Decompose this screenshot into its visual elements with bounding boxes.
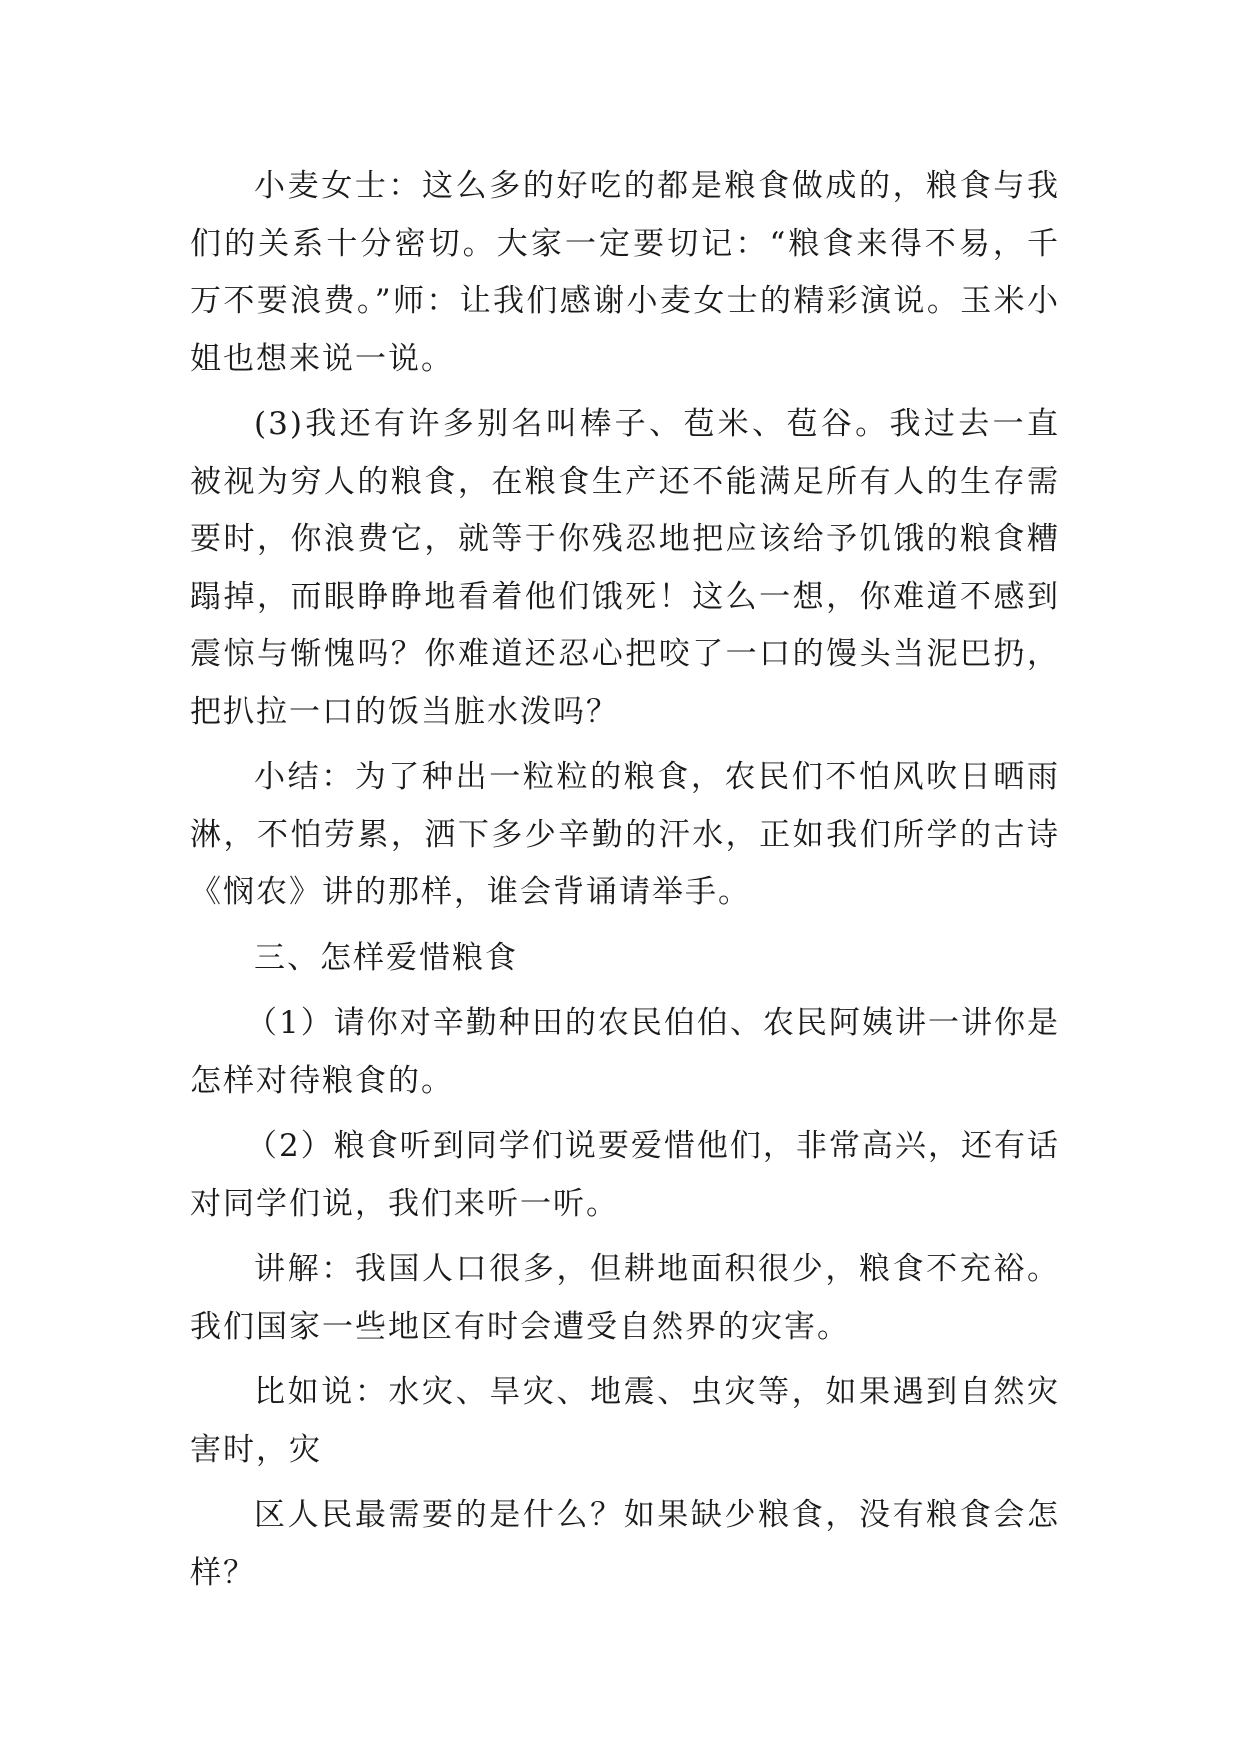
- paragraph-disasters: 比如说：水灾、旱灾、地震、虫灾等，如果遇到自然灾害时，灾: [190, 1374, 1060, 1468]
- paragraph-item-1: （1）请你对辛勤种田的农民伯伯、农民阿姨讲一讲你是怎样对待粮食的。: [190, 1005, 1060, 1099]
- paragraph-item-2: （2）粮食听到同学们说要爱惜他们，非常高兴，还有话对同学们说，我们来听一听。: [190, 1128, 1060, 1222]
- paragraph-summary: 小结：为了种出一粒粒的粮食，农民们不怕风吹日晒雨淋，不怕劳累，洒下多少辛勤的汗水，正如我们所学的古诗《悯农》讲的那样，谁会背诵请举手。: [190, 759, 1060, 910]
- document-page: [190, 158, 1060, 1610]
- paragraph-wheat-speech: 小麦女士：这么多的好吃的都是粮食做成的，粮食与我们的关系十分密切。大家一定要切记：“粮食来得不易，千万不要浪费。”师：让我们感谢小麦女士的精彩演说。玉米小姐也想来说一说。: [190, 168, 1060, 377]
- paragraph-corn-speech: (3)我还有许多别名叫棒子、苞米、苞谷。我过去一直被视为穷人的粮食，在粮食生产还不能满足所有人的生存需要时，你浪费它，就等于你残忍地把应该给予饥饿的粮食糟蹋掉，而眼睁睁地看着他们饿死！这么一想，你难道不感到震惊与惭愧吗？你难道还忍心把咬了一口的馒头当泥巴扔，把扒拉一口的饭当脏水泼吗？: [190, 406, 1060, 730]
- section-heading-cherish-food: 三、怎样爱惜粮食: [254, 939, 518, 976]
- paragraph-explanation: 讲解：我国人口很多，但耕地面积很少，粮食不充裕。我们国家一些地区有时会遭受自然界的灾害。: [190, 1251, 1060, 1345]
- paragraph-question: 区人民最需要的是什么？如果缺少粮食，没有粮食会怎样？: [190, 1497, 1060, 1591]
